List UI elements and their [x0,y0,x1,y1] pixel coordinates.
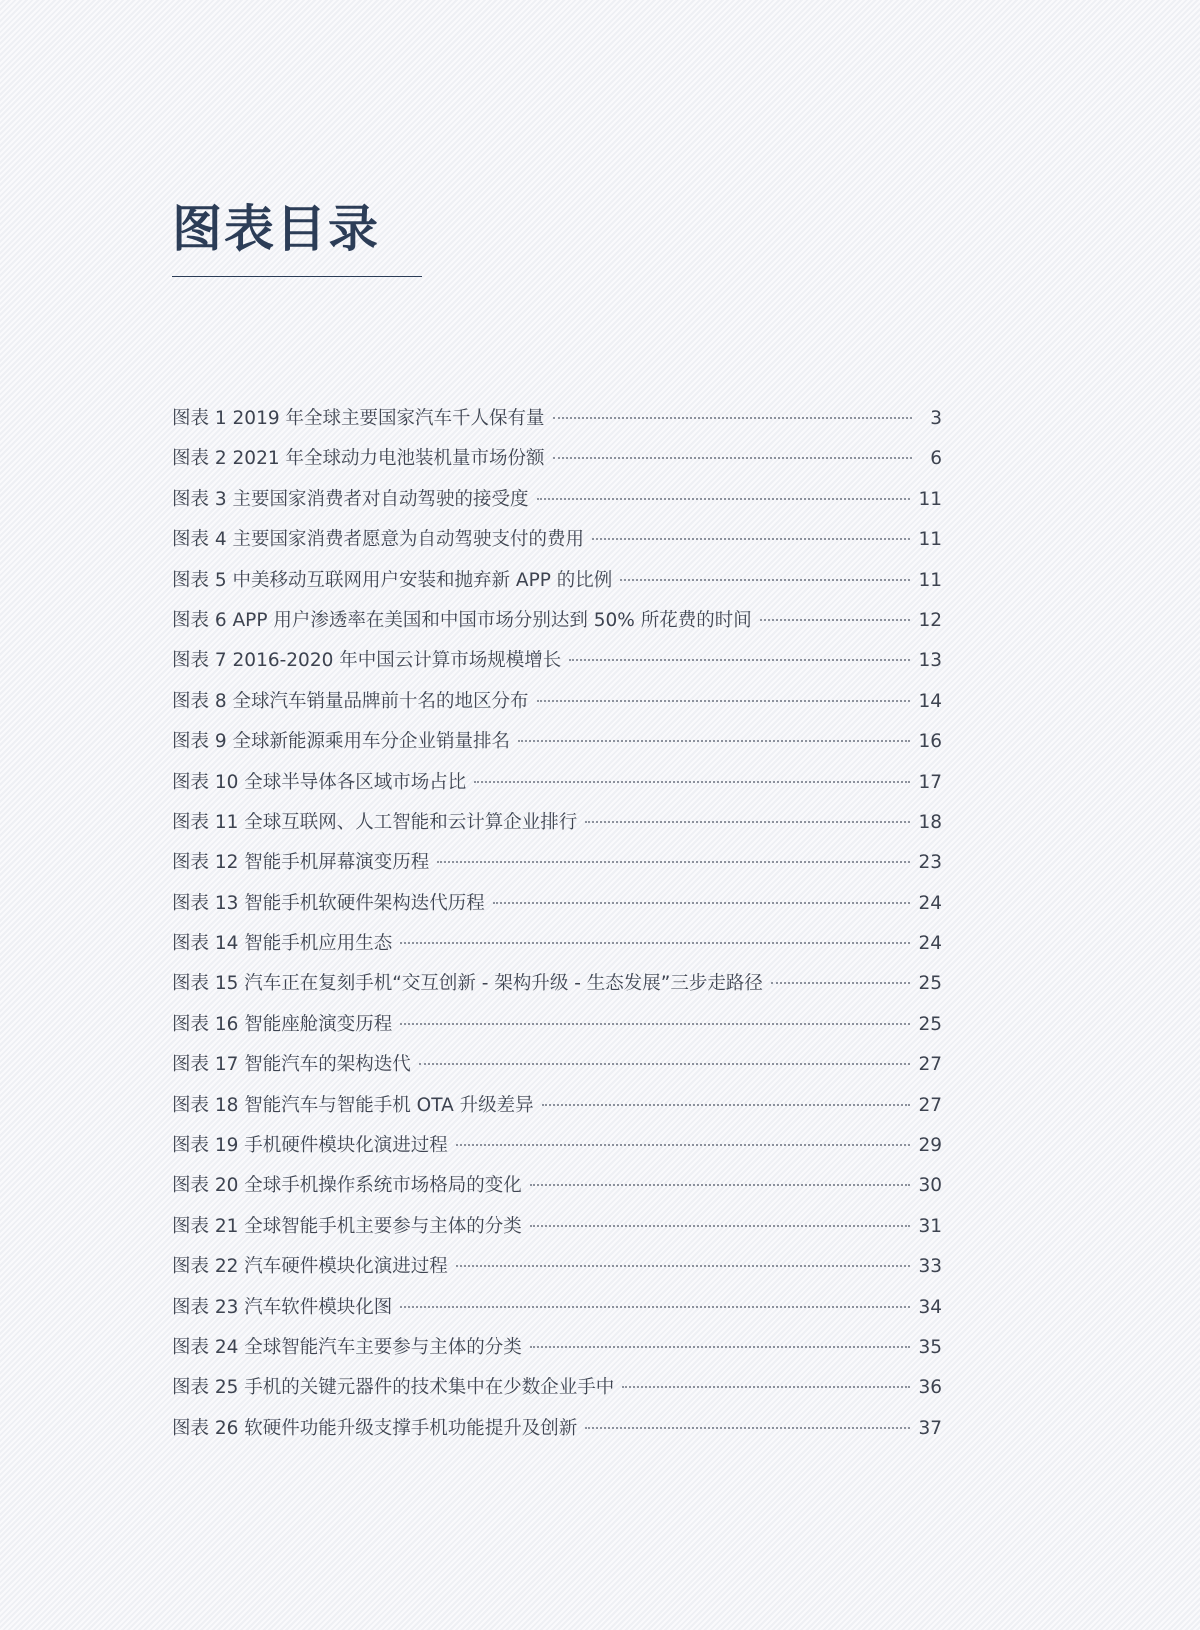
toc-entry-label: 图表 11 全球互联网、人工智能和云计算企业排行 [172,811,578,833]
dot-leader [622,1386,910,1388]
toc-entry[interactable] [172,929,942,969]
toc-entry-page-number: 31 [918,1215,942,1237]
toc-entry[interactable] [172,1252,942,1292]
toc-entry[interactable] [172,566,942,606]
toc-entry[interactable] [172,848,942,888]
toc-entry-page-number: 18 [918,811,942,833]
dot-leader [493,902,911,904]
toc-entry-label: 图表 2 2021 年全球动力电池装机量市场份额 [172,448,545,470]
dot-leader [437,861,910,863]
toc-entry-page-number: 11 [918,529,942,551]
toc-entry[interactable] [172,1212,942,1252]
dot-leader [419,1063,911,1065]
toc-entry[interactable] [172,1050,942,1090]
toc-entry[interactable] [172,1091,942,1131]
toc-entry-page-number: 23 [918,852,942,874]
toc-entry-label: 图表 1 2019 年全球主要国家汽车千人保有量 [172,408,545,429]
toc-entry[interactable] [172,687,942,727]
toc-entry-page-number: 12 [918,609,942,631]
toc-entry-page-number: 6 [930,448,942,470]
toc-entry-label: 图表 17 智能汽车的架构迭代 [172,1054,411,1076]
dot-leader [530,1346,911,1348]
toc-entry[interactable] [172,1171,942,1211]
toc-entry-label: 图表 21 全球智能手机主要参与主体的分类 [172,1215,522,1237]
dot-leader [771,982,911,984]
toc-entry[interactable] [172,1293,942,1333]
toc-entry-label: 图表 13 智能手机软硬件架构迭代历程 [172,892,485,914]
toc-entry[interactable] [172,1373,942,1413]
toc-entry[interactable] [172,444,942,484]
dot-leader [530,1225,911,1227]
toc-entry-page-number: 24 [918,892,942,914]
dot-leader [585,1427,910,1429]
dot-leader [518,740,910,742]
toc-entry-page-number: 35 [918,1336,942,1358]
toc-entry-page-number: 33 [918,1256,942,1278]
toc-entry-label: 图表 5 中美移动互联网用户安装和抛弃新 APP 的比例 [172,569,613,591]
dot-leader [400,1306,910,1308]
toc-entry-label: 图表 25 手机的关键元器件的技术集中在少数企业手中 [172,1377,615,1399]
toc-entry[interactable] [172,1333,942,1373]
toc-entry-page-number: 14 [918,690,942,712]
toc-entry-label: 图表 19 手机硬件模块化演进过程 [172,1135,448,1157]
dot-leader [530,1184,911,1186]
toc-entry[interactable] [172,889,942,929]
toc-entry-page-number: 34 [918,1296,942,1318]
dot-leader [620,579,910,581]
toc-entry[interactable] [172,485,942,525]
toc-entry-page-number: 36 [918,1377,942,1399]
dot-leader [456,1144,911,1146]
toc-entry-label: 图表 23 汽车软件模块化图 [172,1296,393,1318]
toc-entry-page-number: 30 [918,1175,942,1197]
toc-entry-label: 图表 4 主要国家消费者愿意为自动驾驶支付的费用 [172,529,585,551]
toc-entry-page-number: 27 [918,1094,942,1116]
toc-entry-page-number: 24 [918,933,942,955]
toc-entry-page-number: 11 [918,488,942,510]
toc-entry-label: 图表 16 智能座舱演变历程 [172,1013,393,1035]
toc-entry-label: 图表 7 2016-2020 年中国云计算市场规模增长 [172,650,562,672]
page-title: 图表目录 [172,200,380,258]
toc-entry[interactable] [172,525,942,565]
dot-leader [400,942,910,944]
toc-entry-label: 图表 10 全球半导体各区域市场占比 [172,771,467,793]
dot-leader [474,781,910,783]
toc-entry-page-number: 3 [930,408,942,429]
toc-entry-label: 图表 6 APP 用户渗透率在美国和中国市场分别达到 50% 所花费的时间 [172,609,752,631]
figure-list [172,404,942,1454]
dot-leader [456,1265,911,1267]
toc-entry[interactable] [172,768,942,808]
toc-entry-label: 图表 9 全球新能源乘用车分企业销量排名 [172,731,511,753]
toc-entry-label: 图表 14 智能手机应用生态 [172,933,393,955]
toc-entry[interactable] [172,1131,942,1171]
dot-leader [537,700,911,702]
toc-entry-label: 图表 26 软硬件功能升级支撑手机功能提升及创新 [172,1417,578,1439]
toc-entry-page-number: 37 [918,1417,942,1439]
toc-entry-page-number: 13 [918,650,942,672]
dot-leader [553,417,913,419]
dot-leader [542,1104,911,1106]
toc-entry-page-number: 11 [918,569,942,591]
toc-entry-label: 图表 24 全球智能汽车主要参与主体的分类 [172,1336,522,1358]
toc-entry-label: 图表 3 主要国家消费者对自动驾驶的接受度 [172,488,529,510]
toc-entry-label: 图表 22 汽车硬件模块化演进过程 [172,1256,448,1278]
toc-entry[interactable] [172,404,942,444]
toc-entry-page-number: 29 [918,1135,942,1157]
dot-leader [537,498,911,500]
toc-entry-label: 图表 15 汽车正在复刻手机“交互创新 - 架构升级 - 生态发展”三步走路径 [172,973,763,995]
toc-entry-label: 图表 8 全球汽车销量品牌前十名的地区分布 [172,690,529,712]
toc-entry[interactable] [172,1414,942,1454]
dot-leader [400,1023,910,1025]
toc-entry-label: 图表 18 智能汽车与智能手机 OTA 升级差异 [172,1094,534,1116]
toc-entry-label: 图表 12 智能手机屏幕演变历程 [172,852,430,874]
title-underline [172,276,422,277]
toc-entry-page-number: 27 [918,1054,942,1076]
toc-entry-page-number: 17 [918,771,942,793]
toc-entry[interactable] [172,808,942,848]
toc-entry-page-number: 16 [918,731,942,753]
toc-entry-page-number: 25 [918,1013,942,1035]
dot-leader [760,619,911,621]
toc-entry-page-number: 25 [918,973,942,995]
dot-leader [585,821,910,823]
dot-leader [569,659,910,661]
toc-entry[interactable] [172,1010,942,1050]
dot-leader [592,538,910,540]
dot-leader [553,457,913,459]
toc-entry[interactable] [172,727,942,767]
toc-entry[interactable] [172,969,942,1009]
toc-entry[interactable] [172,646,942,686]
toc-entry[interactable] [172,606,942,646]
toc-entry-label: 图表 20 全球手机操作系统市场格局的变化 [172,1175,522,1197]
